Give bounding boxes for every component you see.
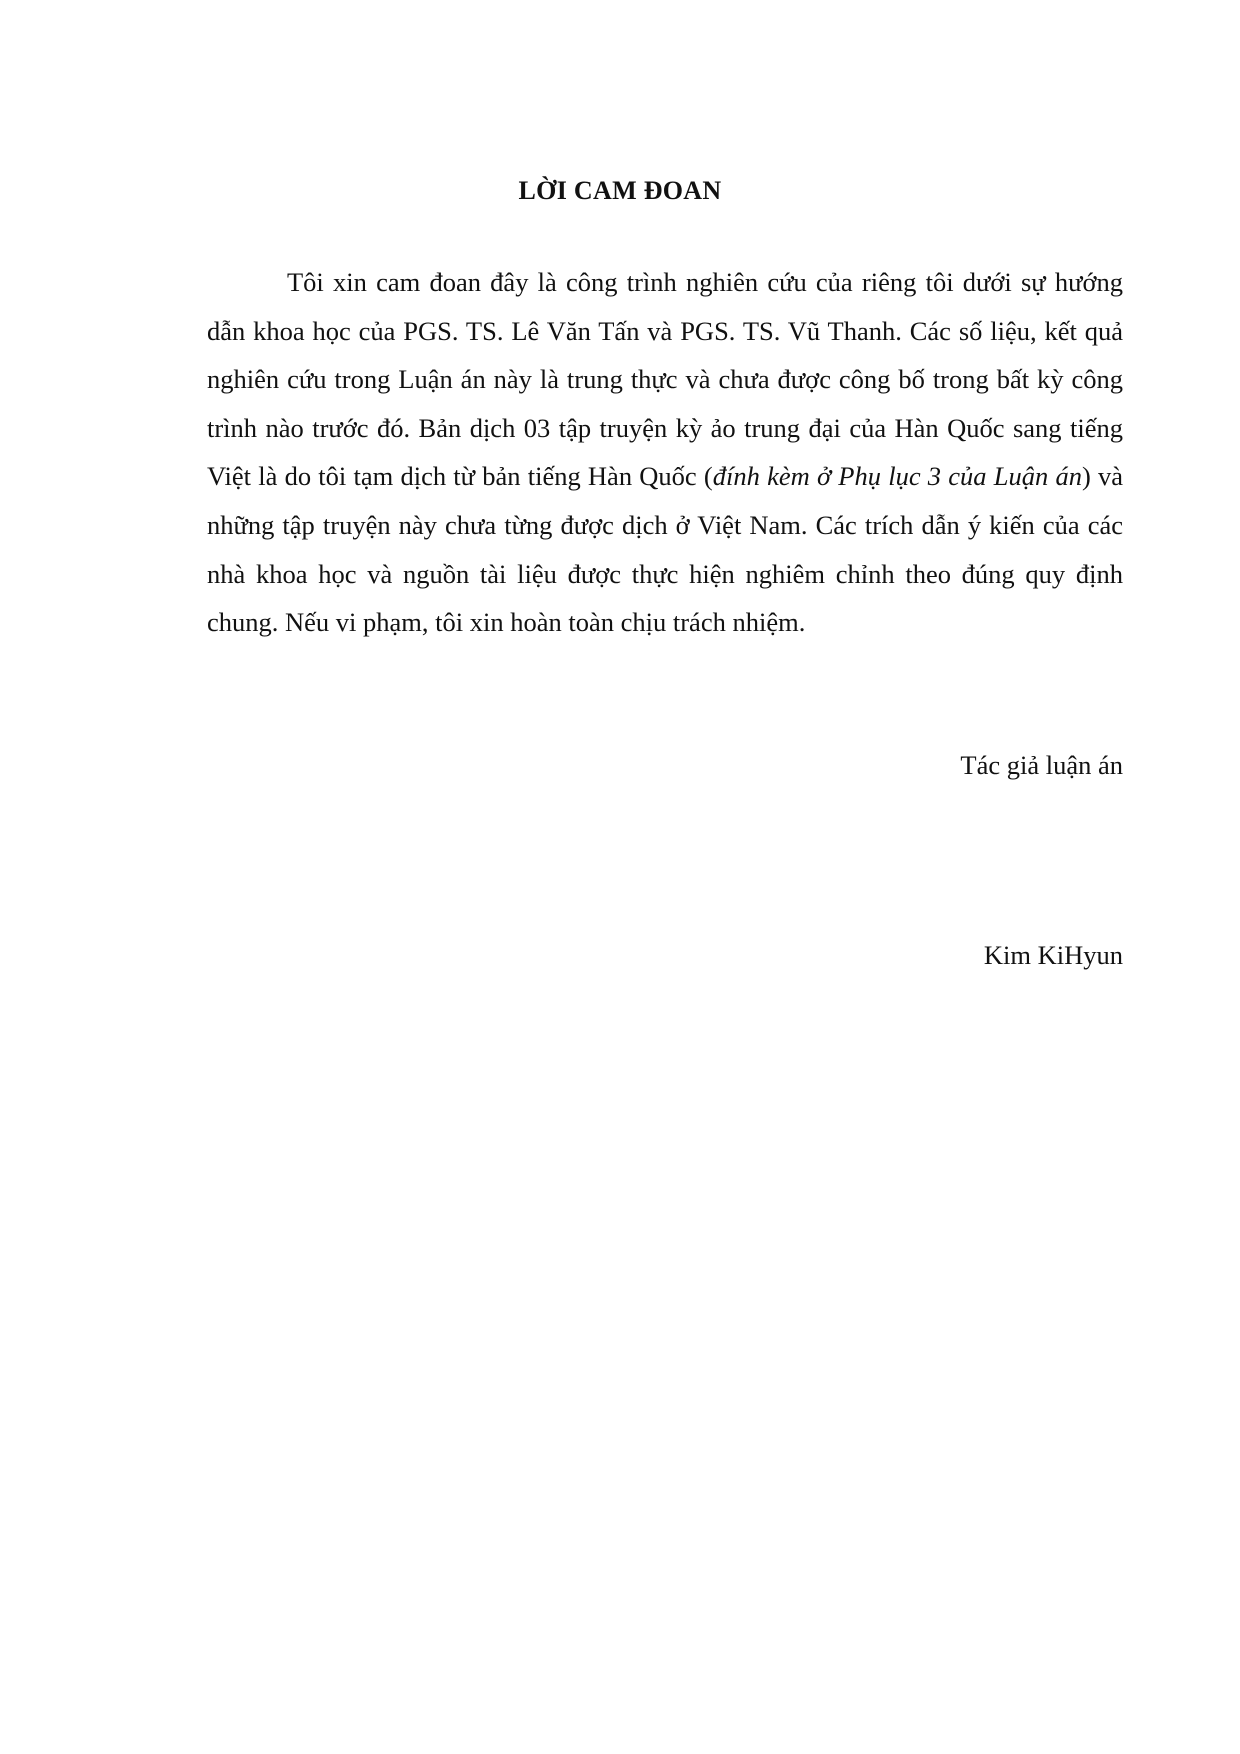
signature-role: Tác giả luận án [960, 750, 1123, 780]
paragraph-italic-reference: đính kèm ở Phụ lục 3 của Luận án [712, 461, 1082, 492]
declaration-paragraph [207, 258, 1123, 647]
signature-name: Kim KiHyun [983, 940, 1123, 970]
paragraph-text-part1: Tôi xin cam đoan đây là công trình nghiên cứu của riêng tôi dưới sự hướng dẫn khoa học của PGS. TS. Lê Văn Tấn và PGS. TS. Vũ Thanh. Các số liệu, kết quả nghiên cứu trong Luận án này là trung thực và chưa được công bố trong bất kỳ công trình nào trước đó. Bản dịch 03 tập truyện kỳ ảo trung đại của Hàn Quốc sang tiếng Việt là do tôi tạm dịch từ bản tiếng Hàn Quốc ( [207, 267, 1123, 492]
document-title: LỜI CAM ĐOAN [518, 176, 722, 205]
paragraph-text-part2: ) và những tập truyện này chưa từng được dịch ở Việt Nam. Các trích dẫn ý kiến của các nhà khoa học và nguồn tài liệu được thực hiện nghiêm chỉnh theo đúng quy định chung. Nếu vi phạm, tôi xin hoàn toàn chịu trách nhiệm. [207, 461, 1124, 638]
